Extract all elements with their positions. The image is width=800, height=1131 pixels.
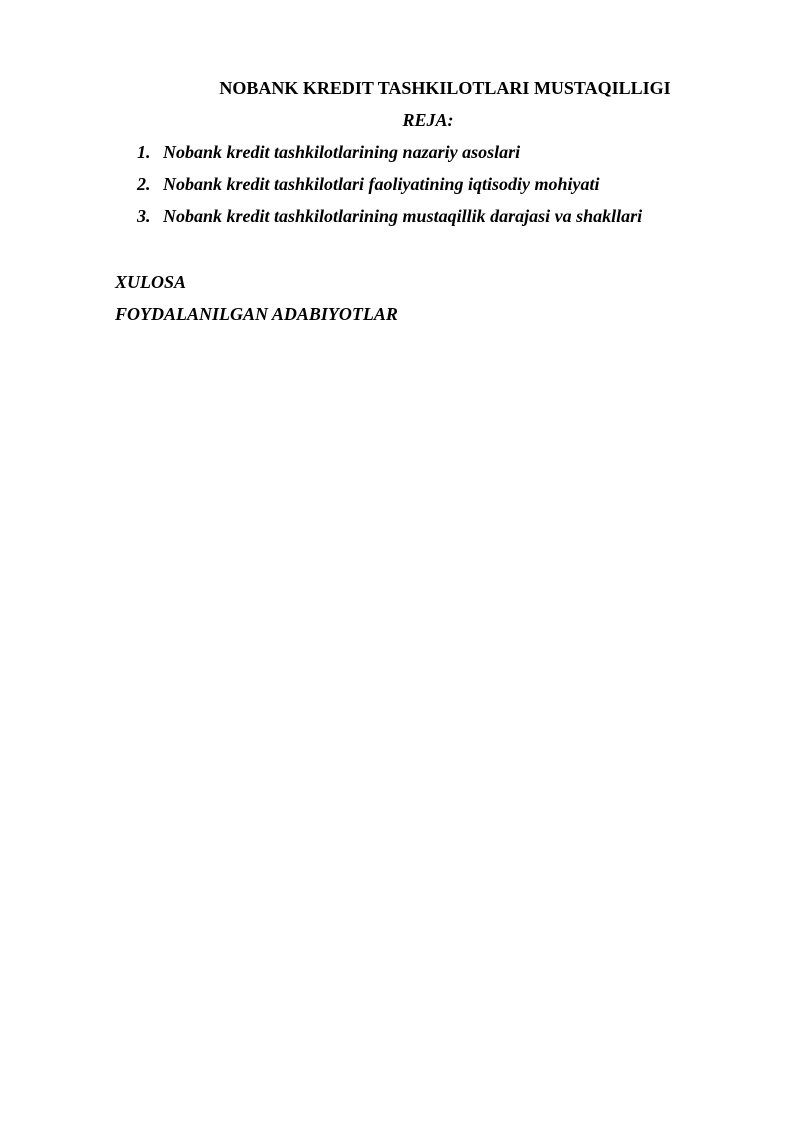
plan-item-number: 1.: [137, 142, 151, 162]
plan-item-text: Nobank kredit tashkilotlarining nazariy asoslari: [163, 142, 521, 162]
conclusion-heading: XULOSA: [115, 272, 187, 292]
plan-item-number: 3.: [137, 206, 151, 226]
plan-list: [137, 140, 642, 236]
plan-item: [137, 172, 642, 204]
document-title: NOBANK KREDIT TASHKILOTLARI MUSTAQILLIGI: [219, 78, 671, 98]
plan-item-text: Nobank kredit tashkilotlarining mustaqillik darajasi va shakllari: [163, 206, 643, 226]
plan-item-text: Nobank kredit tashkilotlari faoliyatining iqtisodiy mohiyati: [163, 174, 600, 194]
plan-item: [137, 204, 642, 236]
references-heading: FOYDALANILGAN ADABIYOTLAR: [115, 304, 398, 324]
plan-item-number: 2.: [137, 174, 151, 194]
plan-item: [137, 140, 642, 172]
plan-heading: REJA:: [402, 110, 454, 130]
